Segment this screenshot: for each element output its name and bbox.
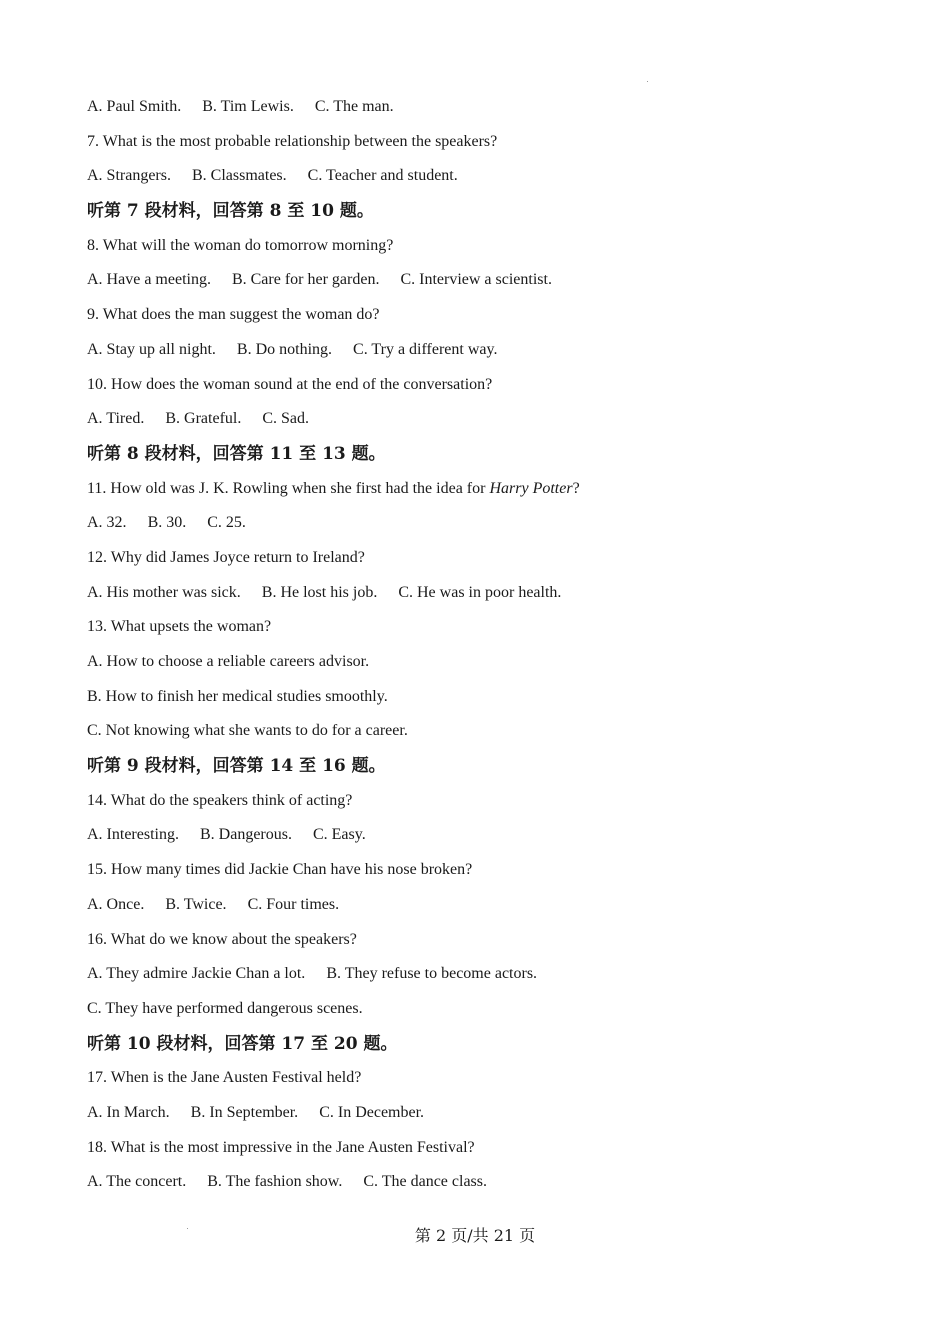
section-heading: 听第 8 段材料，回答第 11 至 13 题。 (87, 443, 386, 464)
answer-options (87, 340, 887, 360)
answer-options (87, 825, 887, 845)
question-list (87, 97, 887, 1207)
answer-option: B. Twice. (165, 895, 227, 913)
question-line: A. How to choose a reliable careers advisor. (87, 653, 370, 670)
answer-option: C. Try a different way. (353, 340, 498, 358)
question-line: 12. Why did James Joyce return to Ireland? (87, 548, 365, 566)
answer-option: A. They admire Jackie Chan a lot. (87, 965, 306, 983)
question-line: B. How to finish her medical studies smoothly. (87, 687, 388, 705)
answer-option: C. Sad. (262, 410, 310, 428)
answer-option: B. Dangerous. (199, 826, 292, 844)
answer-option: A. Strangers. (87, 167, 171, 185)
answer-options (87, 166, 887, 186)
section-heading: 听第 9 段材料，回答第 14 至 16 题。 (87, 756, 386, 777)
answer-option: A. In March. (87, 1103, 170, 1121)
answer-option: B. Do nothing. (236, 340, 333, 358)
answer-option: A. Have a meeting. (87, 271, 211, 289)
page-number-footer: 第 2 页/共 21 页 (414, 1226, 536, 1245)
answer-option: B. In September. (190, 1103, 299, 1121)
answer-option: C. Four times. (247, 895, 340, 913)
answer-option: B. The fashion show. (207, 1173, 343, 1191)
answer-options (87, 895, 887, 915)
question-line: 9. What does the man suggest the woman do? (87, 306, 380, 324)
question-line: 17. When is the Jane Austen Festival held? (87, 1069, 362, 1087)
question-line: 10. How does the woman sound at the end of the conversation? (87, 375, 493, 393)
scan-speck-top (647, 81, 648, 82)
answer-options (87, 409, 887, 429)
answer-options (87, 270, 887, 290)
answer-option: C. Teacher and student. (307, 167, 458, 185)
answer-options (87, 583, 887, 603)
book-title: Harry Potter (489, 479, 573, 497)
answer-option: C. Interview a scientist. (400, 271, 552, 289)
answer-option: B. Grateful. (165, 410, 242, 428)
answer-option: B. Classmates. (191, 167, 287, 185)
answer-options (87, 964, 887, 984)
question-line: 18. What is the most impressive in the Jane Austen Festival? (87, 1138, 475, 1156)
section-heading: 听第 7 段材料，回答第 8 至 10 题。 (87, 201, 374, 222)
answer-option: B. 30. (147, 514, 187, 532)
section-heading: 听第 10 段材料，回答第 17 至 20 题。 (87, 1033, 398, 1054)
question-line: C. Not knowing what she wants to do for a career. (87, 722, 408, 740)
answer-option: A. Once. (87, 895, 145, 913)
answer-option: B. Tim Lewis. (202, 98, 294, 115)
answer-options (87, 97, 887, 117)
question-line: 14. What do the speakers think of acting? (87, 791, 353, 809)
answer-option: A. The concert. (87, 1173, 187, 1191)
question-line (87, 479, 887, 499)
answer-option: A. 32. (87, 514, 127, 532)
answer-option: A. Stay up all night. (87, 340, 216, 358)
answer-option: B. They refuse to become actors. (326, 965, 538, 983)
answer-option: A. Paul Smith. (87, 98, 182, 115)
answer-option: C. The man. (314, 98, 394, 115)
question-text-end: ? (572, 479, 580, 497)
question-line: 7. What is the most probable relationship between the speakers? (87, 132, 498, 150)
answer-option: B. He lost his job. (261, 583, 378, 601)
question-text: 11. How old was J. K. Rowling when she first had the idea for (87, 479, 490, 497)
answer-option: A. Tired. (87, 410, 145, 428)
question-line: 13. What upsets the woman? (87, 618, 272, 636)
answer-option: C. In December. (319, 1103, 425, 1121)
answer-option: C. Easy. (312, 826, 366, 844)
answer-options (87, 1172, 887, 1192)
answer-options (87, 513, 887, 533)
answer-option: C. He was in poor health. (398, 583, 562, 601)
answer-option: A. His mother was sick. (87, 583, 241, 601)
question-line: 16. What do we know about the speakers? (87, 930, 357, 948)
answer-options (87, 1103, 887, 1123)
question-line: 8. What will the woman do tomorrow morning? (87, 236, 394, 254)
question-line: C. They have performed dangerous scenes. (87, 999, 363, 1017)
answer-option: B. Care for her garden. (231, 271, 380, 289)
answer-option: C. 25. (207, 514, 246, 532)
answer-option: A. Interesting. (87, 826, 179, 844)
answer-option: C. The dance class. (363, 1173, 487, 1191)
question-line: 15. How many times did Jackie Chan have his nose broken? (87, 861, 473, 879)
